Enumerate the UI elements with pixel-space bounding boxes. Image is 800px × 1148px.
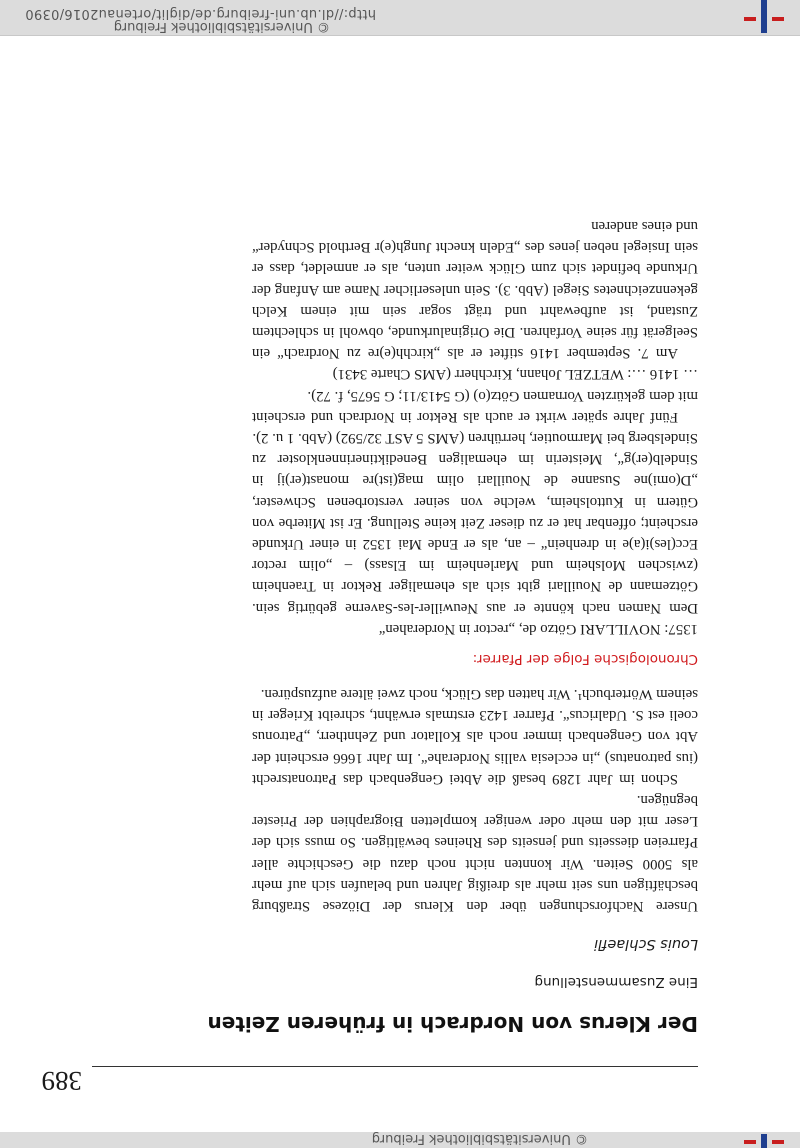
- entry-heading-1357: 1357: NOVILLARI Götzo de, „rector in Norderahen“: [378, 620, 698, 637]
- library-copyright: © Universitätsbibliothek Freiburg: [113, 19, 330, 34]
- intro-paragraph-2: Schon im Jahr 1289 besaß die Abtei Gengenbach das Patronatsrecht (ius patronatus) „in ecclesia vallis Norderahe“. Im Jahr 1666 erscheint der Abt von Gengenbach immer noch als Kollator und Zehntherr, „Patronus coeli est S. Udalricus“. Pfarrer 1423 erstmals erwähnt, schreibt Krieger in seinem Wörterbuch¹. Wir hatten das Glück, noch zwei ältere aufzuspüren.: [252, 685, 698, 787]
- viewer-bottom-strip: [0, 1132, 800, 1148]
- intro-paragraph-1: Unsere Nachforschungen über den Klerus der Diözese Straßburg beschäftigen uns seit mehr als dreißig Jahren und belaufen sich auf mehr als 5000 Seiten. Wir konnten nicht noch dazu die Geschichte aller Pfarreien diesseits und jenseits des Rheines bewältigen. So muss sich der Leser mit den mehr oder weniger kompletten Biographien der Priester begnügen.: [252, 791, 698, 914]
- entry-1357-paragraph-2: Fünf Jahre später wirkt er auch als Rektor in Nordrach und erscheint mit dem gekürzten Vornamen Götz(o) (G 5413/11; G 5675, f. 72).: [252, 387, 698, 425]
- library-logo-icon: [744, 1134, 784, 1148]
- section-heading: Chronologische Folge der Pfarrer:: [472, 650, 698, 667]
- entry-heading-1416: … 1416 …: WETZEL Johann, Kirchherr (AMS Charte 3431): [332, 366, 698, 383]
- article-body: [252, 215, 698, 916]
- entry-1357-paragraph-1: Dem Namen nach könnte er aus Neuwiller-les-Saverne gebürtig sein. Götzemann de Nouillari gibt sich als ehemaliger Rektor in Traenheim (zwischen Molsheim und Marlenheim im Elsass) – „olim rector Ecc(les)i(a)e in drenhein“ – an, als er Ende Mai 1352 in einer Urkunde erscheint; offenbar hat er zu dieser Zeit keine Stellung. Er ist Miterbe von Gütern in Kuttolsheim, welche von seiner verstorbenen Schwester, „D(omi)ne Susanne de Nouillari olim mag(ist)re monast(er)ij in Sindelb(er)g“, Meisterin im ehemaligen Benediktinerinnenkloster zu Sindelsberg bei Marmoutier, herrühren (AMS 5 AST 32/592) (Abb. 1 u. 2).: [252, 429, 698, 616]
- entry-1416-paragraph-1: Am 7. September 1416 stiftet er als „kirchh(e)re zu Nordrach“ ein Seelgerät für seine Vorfahren. Die Originalurkunde, obwohl in schlechtem Zustand, ist aufbewahrt und trägt sogar sein mit einem Kelch gekennzeichnetes Siegel (Abb. 3). Sein unleserlicher Name am Anfang der Urkunde befindet sich zum Glück weiter unten, als er anmeldet, dass er sein Insiegel neben jenes des „Edeln knecht Jungh(e)r Berthold Schnyder“ und eines anderen: [252, 217, 698, 362]
- page-number: 389: [41, 1066, 82, 1096]
- library-logo-icon: [744, 1, 784, 33]
- viewer-top-bar: [0, 0, 800, 36]
- permalink-url[interactable]: http://dl.ub.uni-freiburg.de/diglit/ortenau2016/0390: [25, 6, 376, 21]
- library-copyright: © Universitätsbibliothek Freiburg: [371, 1131, 588, 1146]
- article-title: Der Klerus von Nordrach in früheren Zeiten: [207, 1012, 698, 1036]
- article-author: Louis Schlaefli: [594, 936, 698, 952]
- header-rule: [92, 1066, 698, 1067]
- article-subtitle: Eine Zusammenstellung: [534, 974, 698, 990]
